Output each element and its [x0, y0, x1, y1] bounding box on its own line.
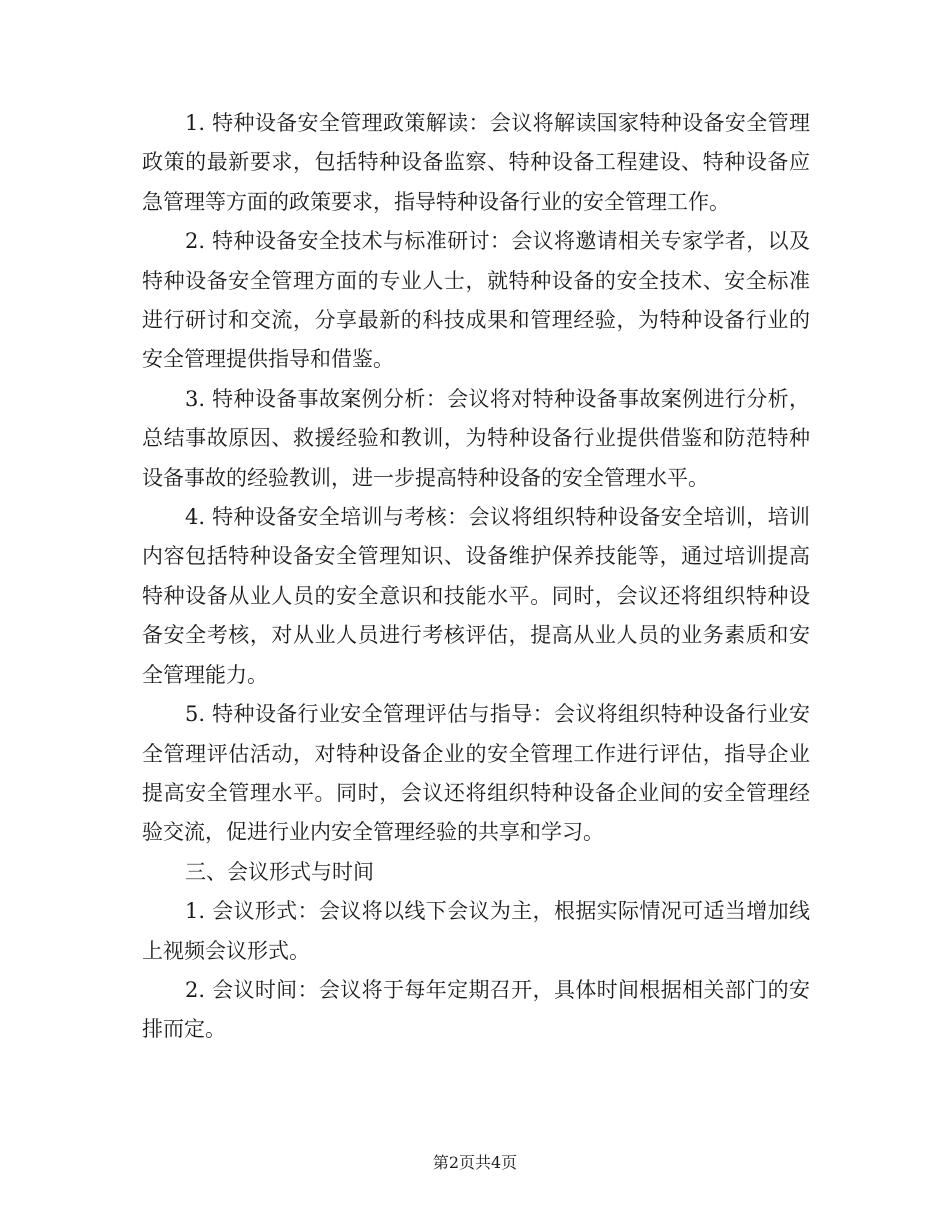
paragraph-meeting-format: 1. 会议形式：会议将以线下会议为主，根据实际情况可适当增加线上视频会议形式。 — [142, 899, 810, 963]
paragraph-meeting-time: 2. 会议时间：会议将于每年定期召开，具体时间根据相关部门的安排而定。 — [142, 977, 810, 1042]
paragraph-policy-interpretation: 1. 特种设备安全管理政策解读：会议将解读国家特种设备安全管理政策的最新要求，包括特种设备监察、特种设备工程建设、特种设备应急管理等方面的政策要求，指导特种设备行业的安全管理工作。 — [142, 111, 810, 214]
document-body — [142, 104, 810, 1050]
paragraph-accident-analysis: 3. 特种设备事故案例分析：会议将对特种设备事故案例进行分析，总结事故原因、救援经验和教训，为特种设备行业提供借鉴和防范特种设备事故的经验教训，进一步提高特种设备的安全管理水平。 — [142, 386, 810, 490]
page-number-footer: 第2页共4页 — [432, 1153, 518, 1172]
paragraph-industry-evaluation: 5. 特种设备行业安全管理评估与指导：会议将组织特种设备行业安全管理评估活动，对特种设备企业的安全管理工作进行评估，指导企业提高安全管理水平。同时，会议还将组织特种设备企业间的安全管理经验交流，促进行业内安全管理经验的共享和学习。 — [142, 702, 810, 845]
paragraph-technical-standards: 2. 特种设备安全技术与标准研讨：会议将邀请相关专家学者，以及特种设备安全管理方面的专业人士，就特种设备的安全技术、安全标准进行研讨和交流，分享最新的科技成果和管理经验，为特种设备行业的安全管理提供指导和借鉴。 — [142, 229, 810, 372]
section-heading: 三、会议形式与时间 — [185, 859, 374, 884]
paragraph-training-assessment: 4. 特种设备安全培训与考核：会议将组织特种设备安全培训，培训内容包括特种设备安全管理知识、设备维护保养技能等，通过培训提高特种设备从业人员的安全意识和技能水平。同时，会议还将组织特种设备安全考核，对从业人员进行考核评估，提高从业人员的业务素质和安全管理能力。 — [142, 505, 810, 687]
